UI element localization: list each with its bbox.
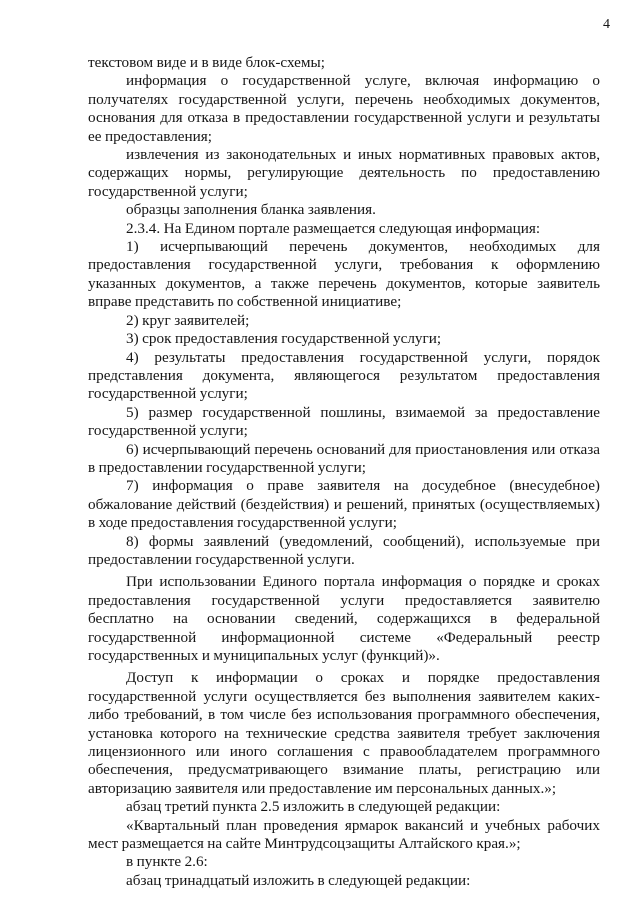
list-item-2: 2) круг заявителей; <box>126 311 250 329</box>
paragraph-portal-usage: При использовании Единого портала информация о порядке и сроках предоставления государственной услуги предоставляется заявителю бесплатно на основании сведений, содержащихся в федеральной государственной информационной системе «Федеральный реестр государственных и муниципальных услуг (функций)». <box>88 573 600 664</box>
list-item-7: 7) информация о праве заявителя на досудебное (внесудебное) обжалование действий (бездействия) и решений, принятых (осуществляемых) в ходе предоставления государственной услуги; <box>88 477 600 532</box>
paragraph-amendment-2-5: абзац третий пункта 2.5 изложить в следующей редакции: <box>126 798 501 816</box>
paragraph-continuation: текстовом виде и в виде блок-схемы; <box>88 54 325 71</box>
list-item-4: 4) результаты предоставления государственной услуги, порядок представления документа, являющегося результатом предоставления государственной услуги; <box>88 348 600 403</box>
paragraph-amendment-thirteenth: абзац тринадцатый изложить в следующей редакции: <box>126 871 471 889</box>
document-body <box>88 54 600 890</box>
list-item-5: 5) размер государственной пошлины, взимаемой за предоставление государственной услуги; <box>88 403 600 440</box>
list-item-1: 1) исчерпывающий перечень документов, необходимых для предоставления государственной услуги, требования к оформлению указанных документов, а также перечень документов, которые заявитель вправе представить по собственной инициативе; <box>88 238 600 311</box>
paragraph-point-2-6: в пункте 2.6: <box>126 853 208 871</box>
paragraph-legal-extracts: извлечения из законодательных и иных нормативных правовых актов, содержащих нормы, регулирующие деятельность по предоставлению государственной услуги; <box>88 146 600 200</box>
list-item-8: 8) формы заявлений (уведомлений, сообщений), используемые при предоставлении государственной услуги. <box>88 532 600 568</box>
paragraph-access-info: Доступ к информации о сроках и порядке предоставления государственной услуги осуществляется без выполнения заявителем каких-либо требований, в том числе без использования программного обеспечения, установка которого на технические средства заявителя требует заключения лицензионного или иного соглашения с правообладателем программного обеспечения, предусматривающего взимание платы, регистрацию или авторизацию заявителя или предоставление им персональных данных.»; <box>88 669 600 797</box>
paragraph-service-info: информация о государственной услуге, включая информацию о получателях государственной услуги, перечень необходимых документов, основания для отказа в предоставлении государственной услуги и результаты ее предоставления; <box>88 72 600 145</box>
list-item-6: 6) исчерпывающий перечень оснований для приостановления или отказа в предоставлении государственной услуги; <box>88 440 600 476</box>
paragraph-quarterly-plan: «Квартальный план проведения ярмарок вакансий и учебных рабочих мест размещается на сайте Минтрудсоцзащиты Алтайского края.»; <box>88 816 600 853</box>
paragraph-section-2-3-4: 2.3.4. На Едином портале размещается следующая информация: <box>126 219 541 237</box>
list-item-3: 3) срок предоставления государственной услуги; <box>126 330 442 348</box>
page-number: 4 <box>603 17 610 32</box>
paragraph-form-samples: образцы заполнения бланка заявления. <box>126 201 376 219</box>
